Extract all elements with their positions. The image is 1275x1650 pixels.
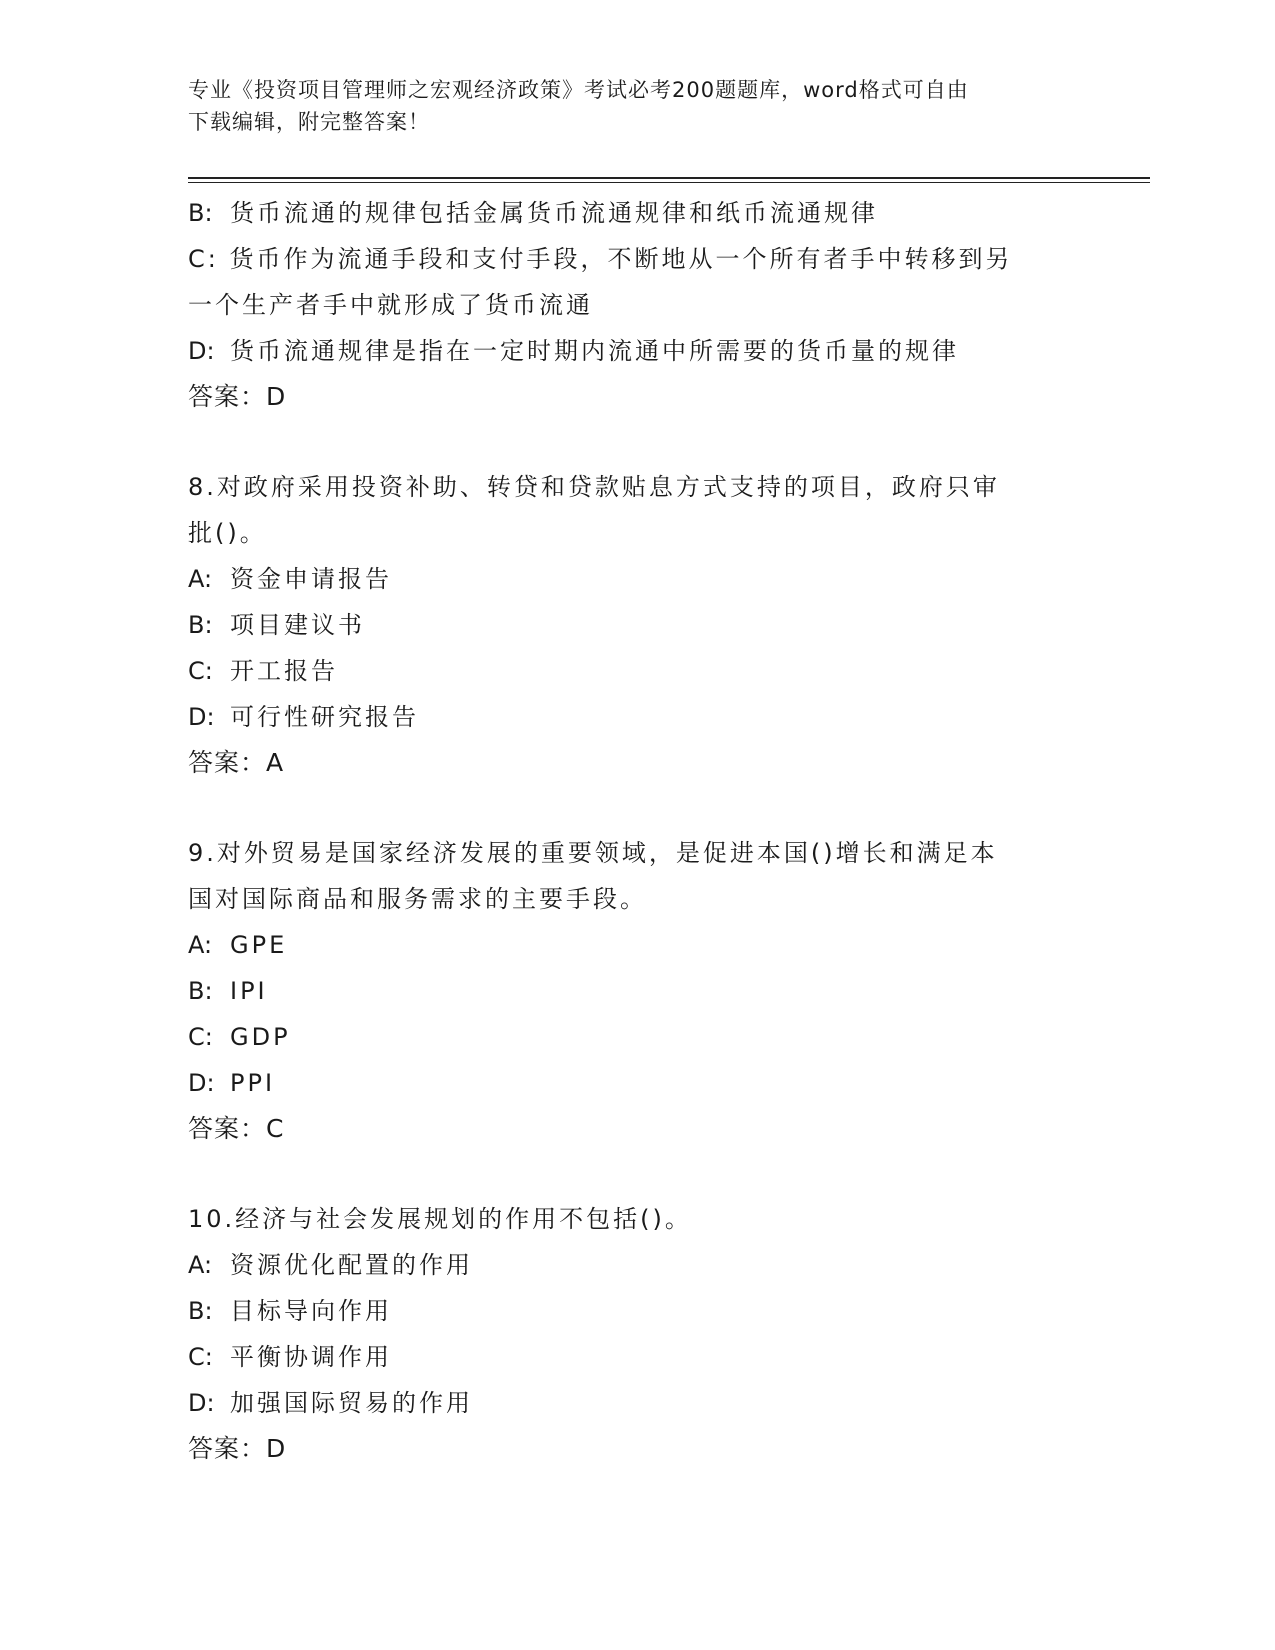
- option-c: [188, 1334, 1088, 1380]
- option-letter: B:: [188, 977, 213, 1005]
- question-9: [188, 830, 1088, 1152]
- option-c-line-2: 一个生产者手中就形成了货币流通: [188, 291, 593, 319]
- document-header: [188, 74, 1068, 138]
- answer-line: 答案：D: [188, 1434, 287, 1463]
- option-b: [188, 968, 1088, 1014]
- option-a: [188, 922, 1088, 968]
- option-letter: C:: [188, 657, 213, 685]
- question-content: [188, 190, 1088, 1472]
- answer-line: 答案：C: [188, 1114, 285, 1143]
- question-stem-line-1: 8.对政府采用投资补助、转贷和贷款贴息方式支持的项目，政府只审: [188, 473, 1000, 501]
- header-divider-thick: [188, 177, 1150, 179]
- option-c: [188, 1014, 1088, 1060]
- option-b: [188, 602, 1088, 648]
- option-text: 可行性研究报告: [230, 703, 419, 731]
- option-letter: B:: [188, 611, 213, 639]
- option-a: [188, 556, 1088, 602]
- header-line-2: 下载编辑，附完整答案！: [188, 110, 430, 134]
- question-spacer: [188, 1152, 1088, 1196]
- option-letter: D:: [188, 1069, 215, 1097]
- option-letter: D:: [188, 703, 215, 731]
- option-d: [188, 1060, 1088, 1106]
- question-spacer: [188, 420, 1088, 464]
- option-text: 货币流通的规律包括金属货币流通规律和纸币流通规律: [230, 199, 878, 227]
- option-letter: C:: [188, 1023, 213, 1051]
- question-10: [188, 1196, 1088, 1472]
- option-text: 加强国际贸易的作用: [230, 1389, 473, 1417]
- option-text: GDP: [230, 1023, 291, 1051]
- option-d: [188, 328, 1088, 374]
- option-a: [188, 1242, 1088, 1288]
- option-text: 目标导向作用: [230, 1297, 392, 1325]
- question-stem-line-1: 9.对外贸易是国家经济发展的重要领域，是促进本国()增长和满足本: [188, 839, 998, 867]
- option-d: [188, 1380, 1088, 1426]
- option-b: [188, 190, 1088, 236]
- question-8: [188, 464, 1088, 786]
- answer-line: 答案：D: [188, 382, 287, 411]
- option-b: [188, 1288, 1088, 1334]
- option-text: 资源优化配置的作用: [230, 1251, 473, 1279]
- question-7-tail: [188, 190, 1088, 420]
- answer-line: 答案：A: [188, 748, 285, 777]
- question-stem-line-1: 10.经济与社会发展规划的作用不包括()。: [188, 1205, 692, 1233]
- option-text: 货币流通规律是指在一定时期内流通中所需要的货币量的规律: [230, 337, 959, 365]
- header-line-1: 专业《投资项目管理师之宏观经济政策》考试必考200题题库，word格式可自由: [188, 78, 969, 102]
- option-text: GPE: [230, 931, 288, 959]
- option-letter: D:: [188, 337, 215, 365]
- option-letter: D:: [188, 1389, 215, 1417]
- option-text: 平衡协调作用: [230, 1343, 392, 1371]
- option-letter: B:: [188, 1297, 213, 1325]
- option-letter: C:: [188, 1343, 213, 1371]
- option-letter: A:: [188, 931, 213, 959]
- question-spacer: [188, 786, 1088, 830]
- option-letter: A:: [188, 1251, 213, 1279]
- option-text: 资金申请报告: [230, 565, 392, 593]
- option-c: [188, 648, 1088, 694]
- option-text: IPI: [230, 977, 268, 1005]
- question-stem-line-2: 国对国际商品和服务需求的主要手段。: [188, 885, 647, 913]
- option-letter: B:: [188, 199, 213, 227]
- option-c-line-1: C: 货币作为流通手段和支付手段，不断地从一个所有者手中转移到另: [188, 245, 1013, 273]
- header-divider-thin: [188, 182, 1150, 183]
- option-text: 项目建议书: [230, 611, 365, 639]
- question-stem-line-2: 批()。: [188, 519, 267, 547]
- option-text: PPI: [230, 1069, 276, 1097]
- option-text: 开工报告: [230, 657, 338, 685]
- option-letter: A:: [188, 565, 213, 593]
- option-d: [188, 694, 1088, 740]
